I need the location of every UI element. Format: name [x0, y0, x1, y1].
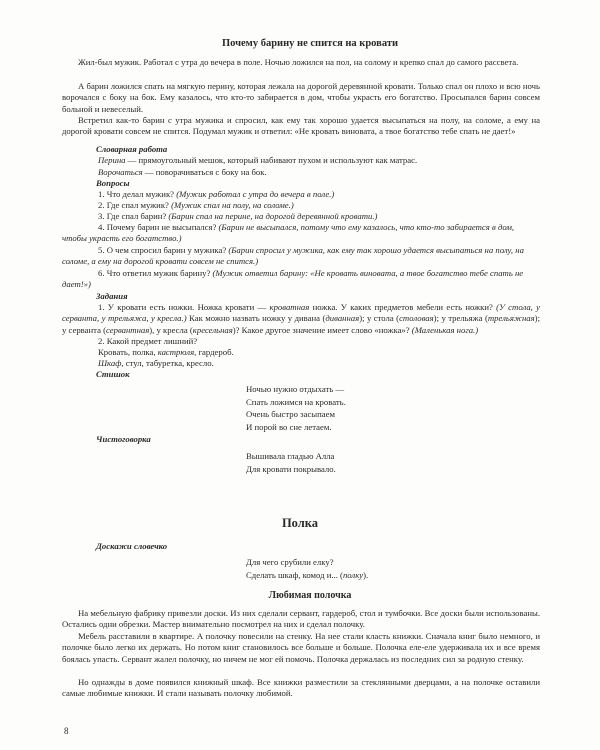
section-title: Полка [281, 516, 319, 530]
question: 2. Где спал мужик? (Мужик спал на полу, на соломе.) [98, 200, 294, 210]
questions-heading: Вопросы [96, 178, 130, 188]
story-paragraph-2: Мебель расставили в квартире. А полочку повесили на стенку. На нее стали класть книжки. Сначала книг было немного, и полочке было легко их держать. Но потом книг становилось все больше и больше. Полочка еле-еле удерживала их и все время боялась упасть. Сервант жалел полочку, но ничем не мог ей помочь. Полочка держалась из последних сил за родную стенку. [62, 631, 540, 664]
question: 6. Что ответил мужик барину? (Мужик ответил барину: «Не кровать виновата, а твое богатство тебе спать не дает!») [62, 268, 524, 290]
story-title: Почему барину не спится на кровати [221, 38, 399, 49]
vocabulary-item: Ворочаться — поворачиваться с боку на бок. [98, 167, 267, 177]
story-paragraph-1: На мебельную фабрику привезли доски. Из них сделали сервант, гардероб, стол и тумбочки. Все доски были использованы. Остались одни обрезки. Мастер внимательно посмотрел на них и сделал полочку. [62, 608, 540, 630]
vocabulary-heading: Словарная работа [96, 144, 168, 154]
task-2: 2. Какой предмет лишний? [98, 336, 198, 346]
tasks-heading: Задания [96, 291, 128, 301]
story-paragraph-3: Но однажды в доме появился книжный шкаф. Все книжки разместили за стеклянными дверцами, а на полочке оставили самые любимые книжки. И стали называть полочку любимой. [62, 677, 540, 699]
riddle [246, 556, 368, 581]
poem-line: Спать ложимся на кровать. [246, 396, 346, 407]
poem-line: Очень быстро засыпаем [246, 409, 335, 419]
vocabulary-item: Перина — прямоугольный мешок, который набивают пухом и используют как матрас. [98, 155, 418, 165]
poem [246, 383, 346, 433]
question: 4. Почему барин не высыпался? (Барин не высыпался, потому что ему казалось, что кто-то забирается в дом, чтобы украсть его богатство.) [62, 222, 515, 244]
task-1: 1. У кровати есть ножки. Ножка кровати — кроватная ножка. У каких предметов мебели есть ножки? (У стола, у серванта, у трельяжа, у кресла.) Как можно назвать ножку у дивана (диванная); у стола (столовая); у трельяжа (трельяжная); у серванта (сервантная), у кресла (кресельная)? Какое другое значение имеет слово «ножка»? (Маленькая нога.) [62, 302, 541, 335]
tongue-twister-line: Для кровати покрывало. [246, 463, 336, 474]
question: 5. О чем спросил барин у мужика? (Барин спросил у мужика, как ему так хорошо удается высыпаться на полу, на соломе, а ему на дорогой кровати совсем не спится.) [62, 245, 524, 267]
poem-line: Ночью нужно отдыхать — [246, 384, 345, 394]
paragraph-3: Встретил как-то барин с утра мужика и спросил, как ему так хорошо удается высыпаться на полу, на соломе, а ему на дорогой кровати совсем не спится. Подумал мужик и ответил: «Не кровать виновата, а твое богатство тебе спать не дает!» [62, 115, 540, 137]
story-title: Любимая полочка [268, 590, 352, 601]
riddle-line: Сделать шкаф, комод и... (полку). [246, 569, 369, 580]
riddle-line: Для чего срубили елку? [246, 557, 334, 567]
tongue-twister-line: Вышивала гладью Алла [246, 451, 335, 461]
riddle-heading: Доскажи словечко [96, 541, 168, 551]
tongue-twister-heading: Чистоговорка [96, 434, 151, 444]
question: 1. Что делал мужик? (Мужик работал с утра до вечера в поле.) [98, 189, 335, 199]
poem-heading: Стишок [96, 369, 130, 379]
task-2-line: Кровать, полка, кастрюля, гардероб. [98, 347, 234, 357]
task-2-line: Шкаф, стул, табуретка, кресло. [98, 358, 214, 368]
poem-line: И порой во сне летаем. [246, 421, 332, 432]
paragraph-2: А барин ложился спать на мягкую перину, которая лежала на дорогой деревянной кровати. Только спал он плохо и всю ночь ворочался с боку на бок. Ему казалось, что кто-то забирается в дом, чтобы украсть его богатство. Просыпался барин совсем больной и невеселый. [62, 81, 540, 114]
tongue-twister [246, 450, 336, 475]
page-number: 8 [64, 726, 69, 736]
question: 3. Где спал барин? (Барин спал на перине, на дорогой деревянной кровати.) [98, 211, 378, 221]
paragraph-1: Жил-был мужик. Работал с утра до вечера в поле. Ночью ложился на пол, на солому и крепко спал до самого рассвета. [78, 57, 519, 67]
